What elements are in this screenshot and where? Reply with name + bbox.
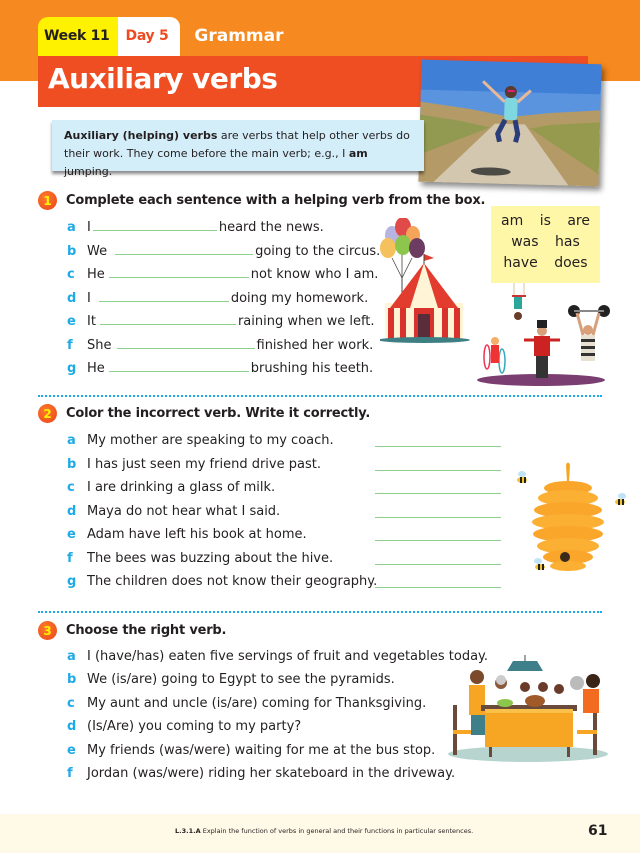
item-sentence[interactable]: I has just seen my friend drive past. [87,457,321,472]
answer-line[interactable] [375,540,501,541]
exercise-1-item [67,288,368,308]
exercise-number-badge: 1 [38,191,57,210]
item-before: She [87,338,112,353]
item-letter: c [67,696,75,711]
answer-line[interactable] [375,564,501,565]
answer-blank[interactable] [115,241,253,255]
helping-verb-word-box [491,206,600,283]
exercise-3-heading [38,621,226,640]
item-after: brushing his teeth. [250,361,374,376]
item-after: heard the news. [218,220,324,235]
item-sentence[interactable]: The bees was buzzing about the hive. [87,551,334,566]
answer-blank[interactable] [109,358,249,372]
exercise-number-badge: 2 [38,404,57,423]
exercise-2-heading [38,404,370,423]
answer-blank[interactable] [93,217,217,231]
word-option: am [501,213,524,229]
item-before: We [87,244,108,259]
jumping-girl-photo [418,60,601,187]
beehive-illustration [510,460,638,580]
exercise-3-item [67,741,435,761]
family-dinner-illustration [443,655,613,763]
item-letter: g [67,574,77,589]
circus-tent-illustration [380,218,472,348]
item-letter: e [67,743,76,758]
exercise-3-instruction: Choose the right verb. [66,623,227,638]
standard-note [175,827,473,835]
item-sentence[interactable]: Maya do not hear what I said. [87,504,281,519]
word-row [491,211,600,232]
answer-blank[interactable] [109,264,249,278]
example-verb: am [348,147,368,160]
item-after: not know who I am. [250,267,379,282]
item-after: finished her work. [256,338,374,353]
word-option: does [554,255,588,271]
exercise-2-item [67,455,321,475]
answer-line[interactable] [375,587,501,588]
item-letter: f [67,766,73,781]
item-sentence[interactable]: We (is/are) going to Egypt to see the pyramids. [87,672,395,687]
item-after: raining when we left. [237,314,375,329]
exercise-1-item [67,358,373,378]
item-before: He [87,267,105,282]
exercise-1-item [67,264,378,284]
exercise-1-item [67,335,373,355]
word-option: are [567,213,590,229]
item-sentence[interactable]: Jordan (was/were) riding her skateboard in the driveway. [87,766,456,781]
standard-code: L.3.1.A [175,827,201,835]
item-after: doing my homework. [230,291,369,306]
exercise-1-item [67,217,324,237]
item-sentence[interactable]: My aunt and uncle (is/are) coming for Thanksgiving. [87,696,427,711]
exercise-2-item [67,478,275,498]
exercise-2-item [67,549,333,569]
word-option: have [503,255,538,271]
item-letter: d [67,719,77,734]
exercise-2-instruction: Color the incorrect verb. Write it correctly. [66,406,371,421]
item-sentence[interactable]: Adam have left his book at home. [87,527,307,542]
answer-line[interactable] [375,446,501,447]
exercise-3-item [67,670,395,690]
item-before: I [87,291,91,306]
section-divider [38,611,602,613]
item-before: I [87,220,91,235]
item-letter: e [67,527,76,542]
word-row [491,253,600,274]
exercise-1-instruction: Complete each sentence with a helping verb from the box. [66,193,486,208]
item-sentence[interactable]: The children does not know their geography. [87,574,378,589]
item-letter: g [67,361,77,376]
item-letter: a [67,433,76,448]
exercise-1-heading [38,191,485,210]
answer-line[interactable] [375,493,501,494]
exercise-2-item [67,502,280,522]
item-letter: a [67,220,76,235]
exercise-1-item [67,241,380,261]
circus-performers-illustration [474,283,612,388]
answer-blank[interactable] [117,335,255,349]
item-sentence[interactable]: My friends (was/were) waiting for me at the bus stop. [87,743,436,758]
definition-term: Auxiliary (helping) verbs [64,129,218,142]
exercise-3-item [67,764,455,784]
item-letter: c [67,480,75,495]
exercise-3-item [67,647,488,667]
definition-text: are verbs that help other verbs do their work. They come before the main verb; e.g., I [64,129,410,160]
header-tabs [38,17,284,57]
item-letter: b [67,672,77,687]
section-divider [38,395,602,397]
item-before: He [87,361,105,376]
exercise-2-item [67,572,377,592]
item-letter: f [67,551,73,566]
item-letter: e [67,314,76,329]
item-sentence[interactable]: (Is/Are) you coming to my party? [87,719,302,734]
item-sentence[interactable]: I (have/has) eaten five servings of fruit and vegetables today. [87,649,489,664]
page-footer [0,814,640,853]
week-label: Week 11 [38,17,118,57]
exercise-3-item [67,717,301,737]
subject-label: Grammar [194,26,284,46]
answer-blank[interactable] [99,288,229,302]
item-letter: b [67,244,77,259]
item-letter: d [67,504,77,519]
word-option: has [555,234,580,250]
answer-line[interactable] [375,470,501,471]
item-letter: a [67,649,76,664]
exercise-2-item [67,431,334,451]
bee-icon [517,471,527,483]
item-letter: f [67,338,73,353]
item-letter: b [67,457,77,472]
word-option: was [511,234,539,250]
answer-blank[interactable] [100,311,236,325]
exercise-3-item [67,694,426,714]
item-after: going to the circus. [255,244,381,259]
exercise-2-item [67,525,307,545]
standard-text: Explain the function of verbs in general and their functions in particular sentences. [200,827,474,835]
exercise-1-item [67,311,375,331]
item-letter: c [67,267,75,282]
exercise-number-badge: 3 [38,621,57,640]
item-before: It [87,314,96,329]
definition-box [52,120,424,178]
page-title: Auxiliary verbs [48,62,278,95]
word-row [491,232,600,253]
item-letter: d [67,291,77,306]
item-sentence[interactable]: My mother are speaking to my coach. [87,433,334,448]
page-number: 61 [588,823,608,839]
day-label: Day 5 [118,17,181,57]
word-option: is [539,213,551,229]
item-sentence[interactable]: I are drinking a glass of milk. [87,480,276,495]
answer-line[interactable] [375,517,501,518]
definition-text-end: jumping. [64,165,113,178]
